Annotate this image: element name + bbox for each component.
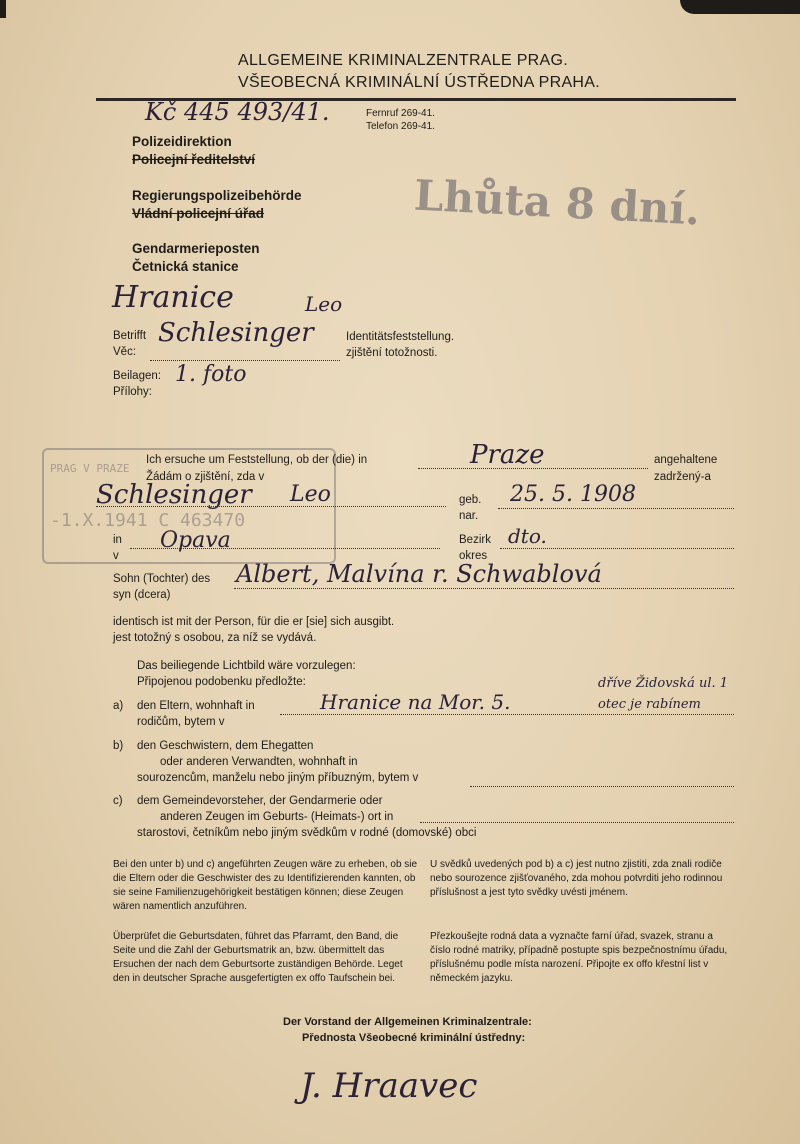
receipt-stamp-text-1: PRAG V PRAZE [50, 462, 130, 475]
instruction-de-1: Bei den unter b) und c) angeführten Zeugen wäre zu erheben, ob sie die Eltern oder die Geschwister des zu Identifizierenden kannten, ob sie seine Familienzugehörigkeit bestätigen können; diese Zeugen wären namentlich anzuführen. [113, 859, 418, 912]
held-cz: zadržený-a [654, 471, 711, 483]
vec-label: Věc: [113, 346, 137, 358]
item-a-cz: rodičům, bytem v [137, 716, 225, 728]
prilohy-label: Přílohy: [113, 386, 152, 398]
photo-de: Das beiliegende Lichtbild wäre vorzulegen: [137, 660, 356, 672]
district-line [500, 548, 734, 549]
beilagen-label: Beilagen: [113, 370, 161, 382]
item-b-cz: sourozencům, manželu nebo jiným příbuzným, bytem v [137, 772, 419, 784]
telefon-label: Telefon 269-41. [366, 121, 435, 132]
item-a-letter: a) [113, 700, 124, 712]
handwritten-firstname: Leo [290, 482, 331, 507]
identical-de: identisch ist mit der Person, für die er [sie] sich ausgibt. [113, 616, 395, 628]
signature-title-cz: Přednosta Všeobecné kriminální ústředny: [302, 1032, 526, 1044]
request-de: Ich ersuche um Feststellung, ob der (die) in [146, 454, 368, 466]
okres-label: okres [459, 550, 488, 562]
authority-3-de: Gendarmerieposten [132, 241, 260, 256]
page-corner-mark [0, 0, 6, 18]
authority-2-cz: Vládní policejní úřad [132, 206, 265, 221]
page-corner-tear [680, 0, 800, 14]
handwritten-note-1: dříve Židovská ul. 1 [598, 676, 729, 691]
header-line-1: ALLGEMEINE KRIMINALZENTRALE PRAG. [238, 52, 568, 69]
item-b-de-2: oder anderen Verwandten, wohnhaft in [160, 756, 358, 768]
identical-cz: jest totožný s osobou, za níž se vydává. [113, 632, 317, 644]
handwritten-attachment: 1. foto [175, 362, 247, 387]
fernruf-label: Fernruf 269-41. [366, 108, 435, 119]
v-label: v [113, 550, 119, 562]
betrifft-label: Betrifft [113, 330, 147, 342]
header-line-2: VŠEOBECNÁ KRIMINÁLNÍ ÚSTŘEDNA PRAHA. [238, 74, 600, 91]
instruction-cz-2: Přezkoušejte rodná data a vyznačte farní úřad, svazek, stranu a číslo rodné matriky, případně postupte spis bezpečnostnímu úřadu, příslušnému podle místa narození. Připojte ex offo křestní list v německém jazyku. [430, 931, 728, 984]
handwritten-firstname-top: Leo [305, 292, 343, 316]
handwritten-note-2: otec je rabínem [598, 697, 701, 712]
photo-cz: Připojenou podobenku předložte: [137, 676, 306, 688]
handwritten-surname-subject: Schlesinger [158, 318, 314, 348]
instruction-de-2: Überprüfet die Geburtsdaten, führet das Pfarramt, den Band, die Seite und die Zahl der Geburtsmatrik an, bzw. übermittelt das Ersuchen der nach dem Geburtsorte zuständigen Behörde. Leget den in deutscher Sprache ausgefertigten ex offo Taufschein bei. [113, 931, 403, 984]
item-a-de: den Eltern, wohnhaft in [137, 700, 255, 712]
handwritten-surname: Schlesinger [96, 480, 252, 510]
deadline-stamp: Lhůta 8 dní. [412, 170, 702, 235]
item-c-de-2: anderen Zeugen im Geburts- (Heimats-) ort in [160, 811, 394, 823]
authority-1-de: Polizeidirektion [132, 134, 232, 149]
item-c-de-1: dem Gemeindevorsteher, der Gendarmerie oder [137, 795, 383, 807]
item-c-line [420, 822, 734, 823]
handwritten-reference-number: Kč 445 493/41. [145, 98, 330, 126]
handwritten-place: Hranice [112, 280, 234, 315]
item-c-cz: starostovi, četníkům nebo jiným svědkům v rodné (domovské) obci [137, 827, 477, 839]
identity-cz: zjištění totožnosti. [346, 347, 438, 359]
birthdate-line [498, 508, 734, 509]
sohn-label: Sohn (Tochter) des [113, 573, 211, 585]
item-a-line [280, 714, 734, 715]
authority-2-de: Regierungspolizeibehörde [132, 188, 302, 203]
authority-3-cz: Četnická stanice [132, 259, 239, 274]
request-cz: Žádám o zjištění, zda v [146, 471, 265, 483]
item-c-letter: c) [113, 795, 123, 807]
item-b-letter: b) [113, 740, 124, 752]
geb-label: geb. [459, 494, 482, 506]
in-label: in [113, 534, 122, 546]
parents-line [234, 588, 734, 589]
instruction-cz-1: U svědků uvedených pod b) a c) jest nutno zjistiti, zda znali rodiče nebo sourozence zjišťovaného, zda mohou potvrditi jeho rodinnou příslušnost a jest tyto svědky uvésti jménem. [430, 859, 723, 898]
handwritten-signature: J. Hraavec [300, 1066, 478, 1106]
signature-title-de: Der Vorstand der Allgemeinen Kriminalzentrale: [283, 1016, 532, 1028]
nar-label: nar. [459, 510, 479, 522]
handwritten-held-place: Praze [470, 440, 545, 470]
receipt-stamp-text-2: -1.X.1941 C 463470 [50, 510, 246, 531]
bezirk-label: Bezirk [459, 534, 491, 546]
handwritten-birthdate: 25. 5. 1908 [510, 482, 636, 507]
authority-1-cz: Policejní ředitelství [132, 152, 256, 167]
item-b-de-1: den Geschwistern, dem Ehegatten [137, 740, 314, 752]
syn-label: syn (dcera) [113, 589, 171, 601]
handwritten-district: dto. [508, 524, 547, 548]
item-b-line [470, 786, 734, 787]
birthplace-line [130, 548, 440, 549]
held-de: angehaltene [654, 454, 718, 466]
handwritten-parents: Albert, Malvína r. Schwablová [236, 560, 602, 588]
subject-line [150, 360, 340, 361]
handwritten-birthplace: Opava [160, 528, 231, 553]
name-line [96, 506, 446, 507]
handwritten-parents-address: Hranice na Mor. 5. [320, 690, 511, 714]
identity-de: Identitätsfeststellung. [346, 331, 455, 343]
